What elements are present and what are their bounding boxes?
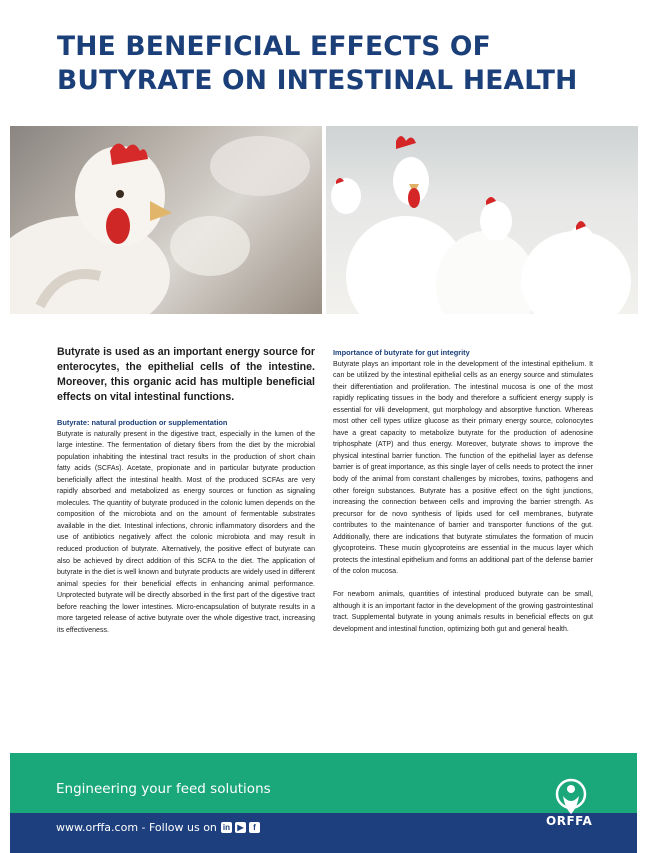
section-heading-production: Butyrate: natural production or supplementation <box>57 418 228 427</box>
title-line-2: BUTYRATE ON INTESTINAL HEALTH <box>57 65 578 96</box>
section-paragraph-gut-integrity-1: Butyrate plays an important role in the development of the intestinal epithelium. It can be utilized by the intestinal epithelial cells as an energy source and stimulates their differentiation and proliferation. The intestinal mucosa is one of the most rapidly replicating tissues in the body and therefore a sufficient energy supply is essential for villi development, gut morphology and absorptive function. Whereas most other cell types utilize glucose as their primary energy source, colonocytes have a great capacity to metabolize butyrate for the production of adenosine triphosphate (ATP) and thus energy. Moreover, butyrate shows to improve the physical intestinal barrier function. The function of the epithelial layer as defense barrier is of great importance, as this single layer of cells needs to protect the inner body of the animal from constant challenges by microbes, toxins, pathogens and other foreign substances. Butyrate has a positive effect on the tight junctions, increasing the connection between cells and improving the barrier strength. As precursor for de novo synthesis of lipids used for cell membranes, butyrate contributes to the maintenance of barrier and transporter functions of the gut. Additionally, there are indications that butyrate stimulates the formation of mucin glycoproteins. These mucin glycoproteins are essential in the mucus layer which protects the intestinal epithelium and forms an additional part of the defense barrier of the colon mucosa. <box>333 360 593 576</box>
section-heading-gut-integrity: Importance of butyrate for gut integrity <box>333 348 470 357</box>
intro-text: Butyrate is used as an important energy source for enterocytes, the epithelial cells of the intestine. Moreover, this organic acid has multiple beneficial effects on vital intestinal functions. <box>57 346 315 403</box>
chicken-photo-right <box>326 126 638 314</box>
linkedin-icon[interactable]: in <box>222 823 230 832</box>
youtube-icon[interactable]: ▶ <box>235 822 246 833</box>
page-title <box>57 30 578 98</box>
left-column <box>57 345 315 636</box>
footer-contact <box>56 821 260 834</box>
brand-name: ORFFA <box>546 814 593 828</box>
section-paragraph-gut-integrity-2: For newborn animals, quantities of intestinal produced butyrate can be small, although it is an important factor in the development of the growing gastrointestinal tract. Supplemental butyrate in young animals results in beneficial effects on gut development and intestinal function, optimizing both gut and general health. <box>333 591 593 634</box>
orffa-logo-icon <box>553 778 589 818</box>
title-line-1: THE BENEFICIAL EFFECTS OF <box>57 31 491 62</box>
website-link[interactable]: www.orffa.com - Follow us on <box>56 821 217 834</box>
chicken-photo-left <box>10 126 322 314</box>
section-paragraph-production: Butyrate is naturally present in the digestive tract, especially in the lumen of the large intestine. The fermentation of dietary fibers from the diet by the microbial population inhabiting the intestinal tract results in the production of short chain fatty acids (SCFAs). Acetate, propionate and in particular butyrate production beneficially affect the intestinal health. Most of the produced SCFAs are very rapidly absorbed and metabolized as energy sources or function as signaling molecules. The quantity of butyrate produced in the colonic lumen depends on the composition of the microbiota and on the amount of fermentable substrates available in the diet. Intestinal infections, chronic inflammatory disorders and the use of antibiotics negatively affect the colonic microbiota and may result in reduced production of butyrate. Alternatively, the positive effect of butyrate can also be achieved by direct addition of this SCFA to the diet. The application of butyrate in the diet is well known and butyrate products are widely used in different animal species for their beneficial effects in enhancing animal performance. Unprotected butyrate will be directly absorbed in the first part of the digestive tract before reaching the lower intestines. Micro-encapsulation of butyrate results in a more targeted release of active butyrate over the whole digestive tract, increasing its effectiveness. <box>57 430 315 634</box>
right-column <box>333 347 593 636</box>
footer-slogan: Engineering your feed solutions <box>56 781 271 797</box>
facebook-icon[interactable]: f <box>249 822 260 833</box>
